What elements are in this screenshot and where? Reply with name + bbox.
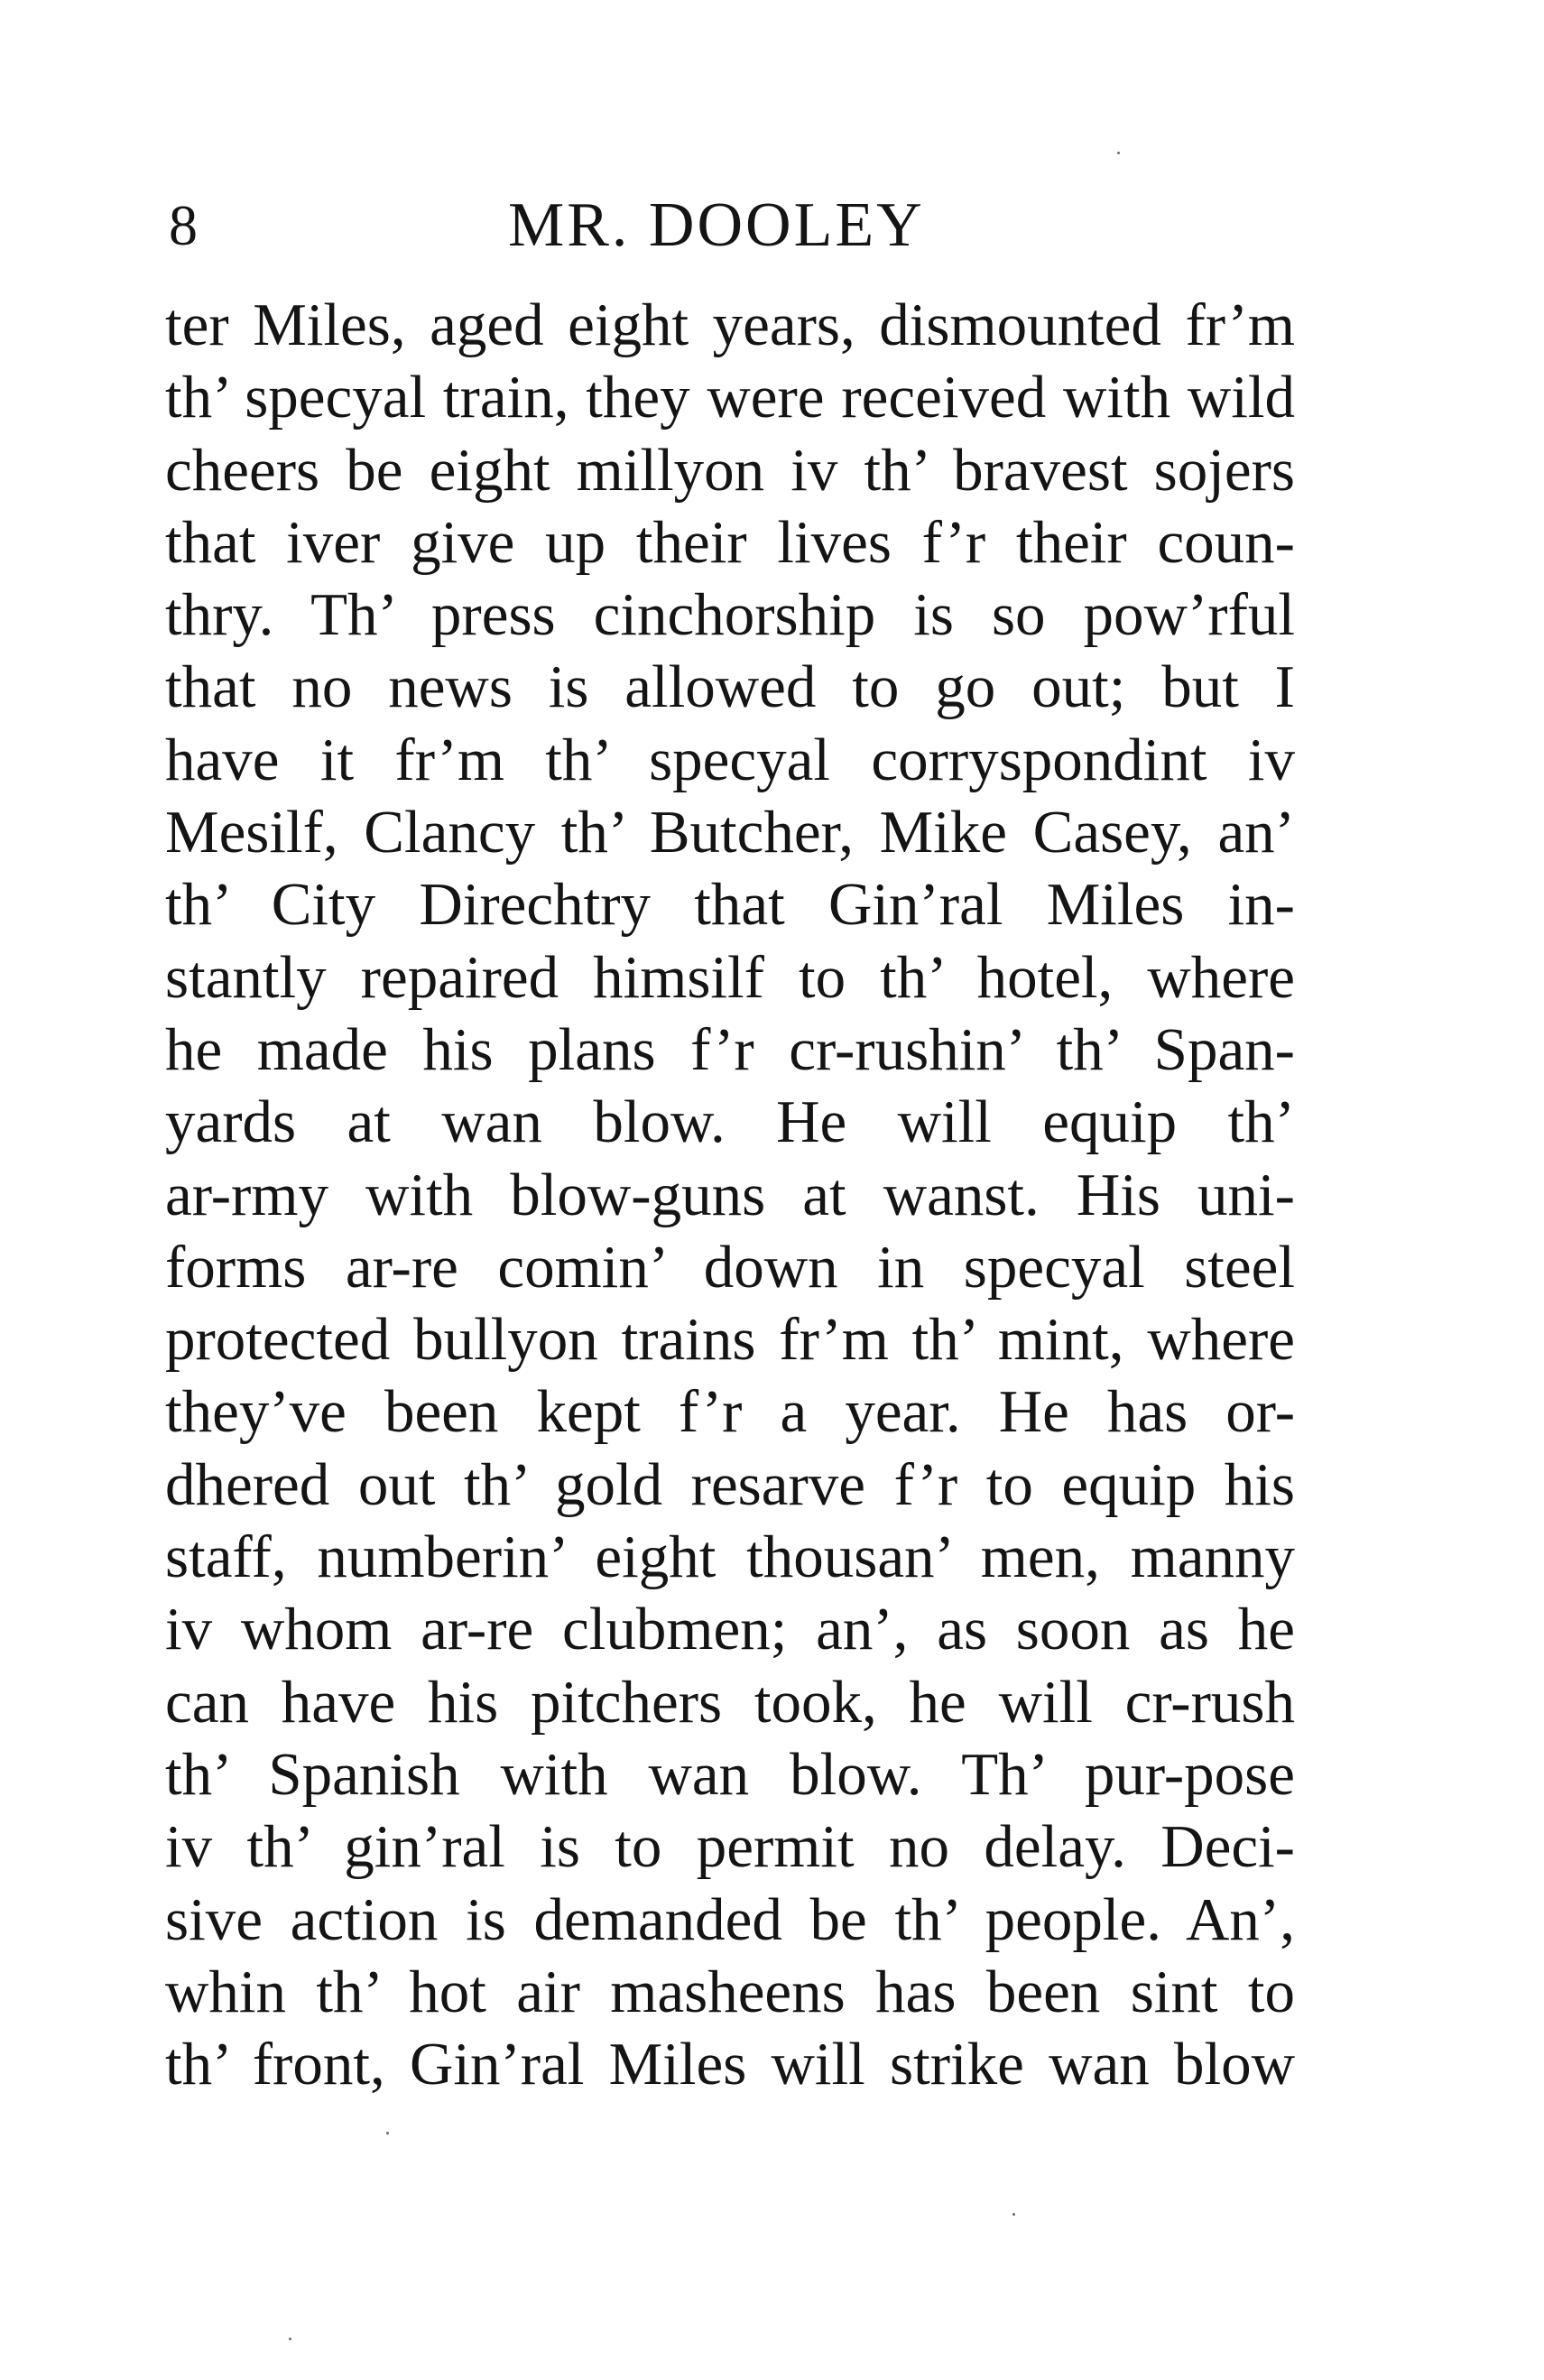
- text-line: th’ front, Gin’ral Miles will strike wan blow: [165, 2031, 1295, 2098]
- text-line: th’ Spanish with wan blow. Th’ pur-pose: [165, 1740, 1295, 1808]
- text-line: protected bullyon trains fr’m th’ mint, where: [165, 1306, 1295, 1374]
- text-line: ter Miles, aged eight years, dismounted fr’m: [165, 292, 1295, 358]
- text-line: that no news is allowed to go out; but I: [165, 653, 1295, 721]
- scan-speck: [1012, 2213, 1015, 2216]
- text-line: have it fr’m th’ specyal corryspondint iv: [165, 726, 1295, 793]
- text-line: whin th’ hot air masheens has been sint to: [165, 1958, 1295, 2025]
- text-line: stantly repaired himsilf to th’ hotel, where: [165, 943, 1295, 1011]
- text-line: he made his plans f’r cr-rushin’ th’ Span-: [165, 1015, 1295, 1083]
- book-title: MR. DOOLEY: [508, 190, 925, 260]
- text-line: can have his pitchers took, he will cr-rush: [165, 1668, 1295, 1736]
- scan-speck: [386, 2132, 389, 2135]
- text-line: th’ specyal train, they were received with wild: [165, 364, 1295, 431]
- text-line: dhered out th’ gold resarve f’r to equip his: [165, 1450, 1295, 1518]
- scan-speck: [289, 2338, 291, 2340]
- text-line: that iver give up their lives f’r their coun-: [165, 508, 1295, 576]
- text-line: staff, numberin’ eight thousan’ men, manny: [165, 1523, 1295, 1591]
- text-line: sive action is demanded be th’ people. An’,: [165, 1885, 1295, 1953]
- text-line: Mesilf, Clancy th’ Butcher, Mike Casey, an’: [165, 799, 1295, 866]
- text-line: ar-rmy with blow-guns at wanst. His uni-: [165, 1161, 1295, 1228]
- page-number: 8: [169, 193, 198, 257]
- text-line: forms ar-re comin’ down in specyal steel: [165, 1233, 1295, 1301]
- text-line: iv whom ar-re clubmen; an’, as soon as he: [165, 1596, 1295, 1663]
- text-line: iv th’ gin’ral is to permit no delay. Deci-: [165, 1813, 1295, 1881]
- text-line: cheers be eight millyon iv th’ bravest sojers: [165, 436, 1295, 504]
- text-line: thry. Th’ press cinchorship is so pow’rful: [165, 581, 1295, 649]
- text-line: th’ City Direchtry that Gin’ral Miles in-: [165, 871, 1295, 939]
- text-line: yards at wan blow. He will equip th’: [165, 1088, 1295, 1156]
- scan-speck: [1117, 152, 1120, 154]
- running-head: [162, 185, 1308, 266]
- body-text: [165, 289, 1295, 2100]
- text-line: they’ve been kept f’r a year. He has or-: [165, 1378, 1295, 1446]
